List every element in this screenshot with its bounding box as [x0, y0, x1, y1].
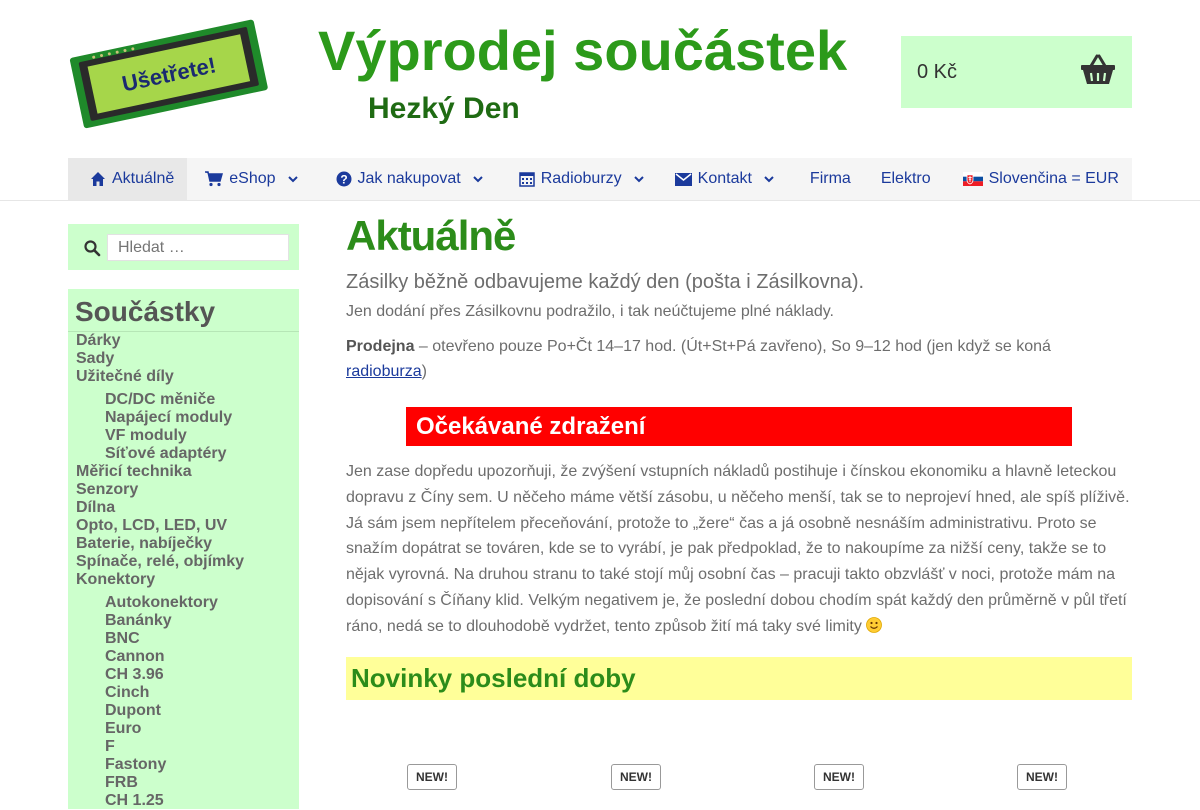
cart-amount[interactable]: 0 Kč [917, 61, 958, 83]
category-item[interactable]: BNC [105, 630, 140, 647]
search-icon[interactable] [84, 240, 100, 256]
nav-item-label: Radioburzy [540, 170, 622, 187]
nav-item-eshop[interactable] [187, 158, 297, 200]
main-navigation [68, 158, 1132, 200]
category-item[interactable]: DC/DC měniče [105, 391, 216, 408]
chevron-down-icon[interactable] [764, 174, 774, 184]
new-badge: NEW! [611, 764, 661, 790]
chevron-down-icon[interactable] [288, 174, 298, 184]
site-description: Hezký Den [368, 92, 520, 125]
calendar-icon [519, 171, 535, 187]
site-header [0, 0, 1200, 158]
shop-hours [346, 334, 1132, 384]
question-icon [336, 171, 352, 187]
category-item[interactable]: Napájecí moduly [105, 409, 233, 426]
envelope-icon [675, 173, 692, 186]
category-item[interactable]: VF moduly [105, 427, 187, 444]
nav-item-slovencina[interactable] [931, 158, 1119, 200]
category-item[interactable]: Senzory [76, 481, 139, 498]
nav-item-label: Jak nakupovat [357, 170, 461, 187]
site-title[interactable]: Výprodej součástek [318, 19, 848, 82]
category-item[interactable]: Konektory [76, 571, 156, 588]
category-item[interactable]: Fastony [105, 756, 167, 773]
category-item[interactable]: Euro [105, 720, 142, 737]
cart-widget[interactable] [901, 36, 1132, 108]
category-item[interactable]: Dílna [76, 499, 116, 516]
basket-icon[interactable] [1080, 54, 1116, 86]
category-item[interactable]: FRB [105, 774, 138, 791]
category-item[interactable]: Užitečné díly [76, 368, 174, 385]
nav-item-label: Kontakt [697, 170, 752, 187]
nav-item-jak-nakupovat[interactable] [298, 158, 483, 200]
new-badge: NEW! [407, 764, 457, 790]
category-item[interactable]: Dárky [76, 332, 121, 349]
category-item[interactable]: Baterie, nabíječky [76, 535, 213, 552]
nav-item-label: Aktuálně [112, 170, 175, 187]
nav-item-aktualne[interactable] [68, 158, 187, 200]
category-item[interactable]: CH 1.25 [105, 792, 164, 809]
new-products-row [346, 764, 1132, 790]
cart-icon [205, 171, 223, 187]
new-badge: NEW! [1017, 764, 1067, 790]
category-item[interactable]: Síťové adaptéry [105, 445, 227, 462]
radioburza-link[interactable]: radioburza [346, 363, 422, 380]
nav-item-firma[interactable] [774, 158, 851, 200]
intro-headline: Zásilky běžně odbavujeme každý den (pošta i Zásilkovna). [346, 271, 865, 293]
category-item[interactable]: Opto, LCD, LED, UV [76, 517, 228, 534]
category-item[interactable]: Spínače, relé, objímky [76, 553, 245, 570]
article-text [346, 459, 1132, 640]
smiley-icon [866, 617, 882, 633]
news-banner: Novinky poslední doby [346, 657, 1132, 700]
nav-item-label: Slovenčina = EUR [988, 170, 1119, 187]
categories-widget [68, 289, 299, 809]
category-item[interactable]: CH 3.96 [105, 666, 164, 683]
category-item[interactable]: Autokonektory [105, 594, 218, 611]
nav-item-elektro[interactable] [851, 158, 931, 200]
search-input[interactable] [107, 234, 289, 261]
category-list [68, 332, 299, 810]
home-icon [90, 171, 106, 187]
category-item[interactable]: F [105, 738, 115, 755]
category-item[interactable]: Cannon [105, 648, 165, 665]
category-item[interactable]: Banánky [105, 612, 172, 629]
shop-hours-end: ) [421, 363, 427, 380]
nav-item-label: Firma [809, 170, 851, 187]
shop-hours-text: – otevřeno pouze Po+Čt 14–17 hod. (Út+St+Pá zavřeno), So 9–12 hod (jen když se koná [414, 338, 1051, 355]
price-increase-banner: Očekávané zdražení [406, 407, 1072, 446]
category-item[interactable]: Dupont [105, 702, 161, 719]
chevron-down-icon[interactable] [634, 174, 644, 184]
nav-item-radioburzy[interactable] [483, 158, 644, 200]
svg-text:?: ? [339, 172, 348, 187]
site-logo[interactable] [68, 16, 268, 124]
nav-item-label: Elektro [880, 170, 931, 187]
category-item[interactable]: Měřicí technika [76, 463, 192, 480]
page-title: Aktuálně [346, 212, 516, 259]
category-item[interactable]: Cinch [105, 684, 150, 701]
new-badge: NEW! [814, 764, 864, 790]
article-body: Jen zase dopředu upozorňuji, že zvýšení vstupních nákladů postihuje i čínskou ekonomiku a hlavně leteckou dopravu z Číny sem. U něčeho máme větší zásobu, u něčeho menší, tak se to neprojeví hned, ale spíš plíživě. Já sám jsem nepřítelem přeceňování, protože to „žere“ čas a já osobně nesnáším administrativu. Proto se snažím dopátrat se továren, kde se to vyrábí, je pak předpoklad, že to nakoupíme za nižší ceny, takže se to nějak vyrovná. Na druhou stranu to také stojí můj osobní čas – pracuji takto obzvlášť v noci, protože mám na dopisování s Číňany klid. Velkým negativem je, že poslední dobou chodím spát každý den průměrně v půl třetí ráno, nedá se to dlouhodobě vydržet, tento způsob žití má taky své limity [346, 463, 1130, 635]
logo-text: Ušetřete! [119, 52, 219, 97]
slovak-flag-icon [963, 172, 983, 186]
category-item[interactable]: Sady [76, 350, 115, 367]
intro-text: Jen dodání přes Zásilkovnu podražilo, i tak neúčtujeme plné náklady. [346, 303, 834, 320]
nav-item-label: eShop [229, 170, 276, 187]
categories-title: Součástky [68, 289, 299, 332]
chevron-down-icon[interactable] [473, 174, 483, 184]
nav-item-kontakt[interactable] [644, 158, 774, 200]
shop-hours-label: Prodejna [346, 338, 415, 355]
main-content [346, 210, 1132, 700]
